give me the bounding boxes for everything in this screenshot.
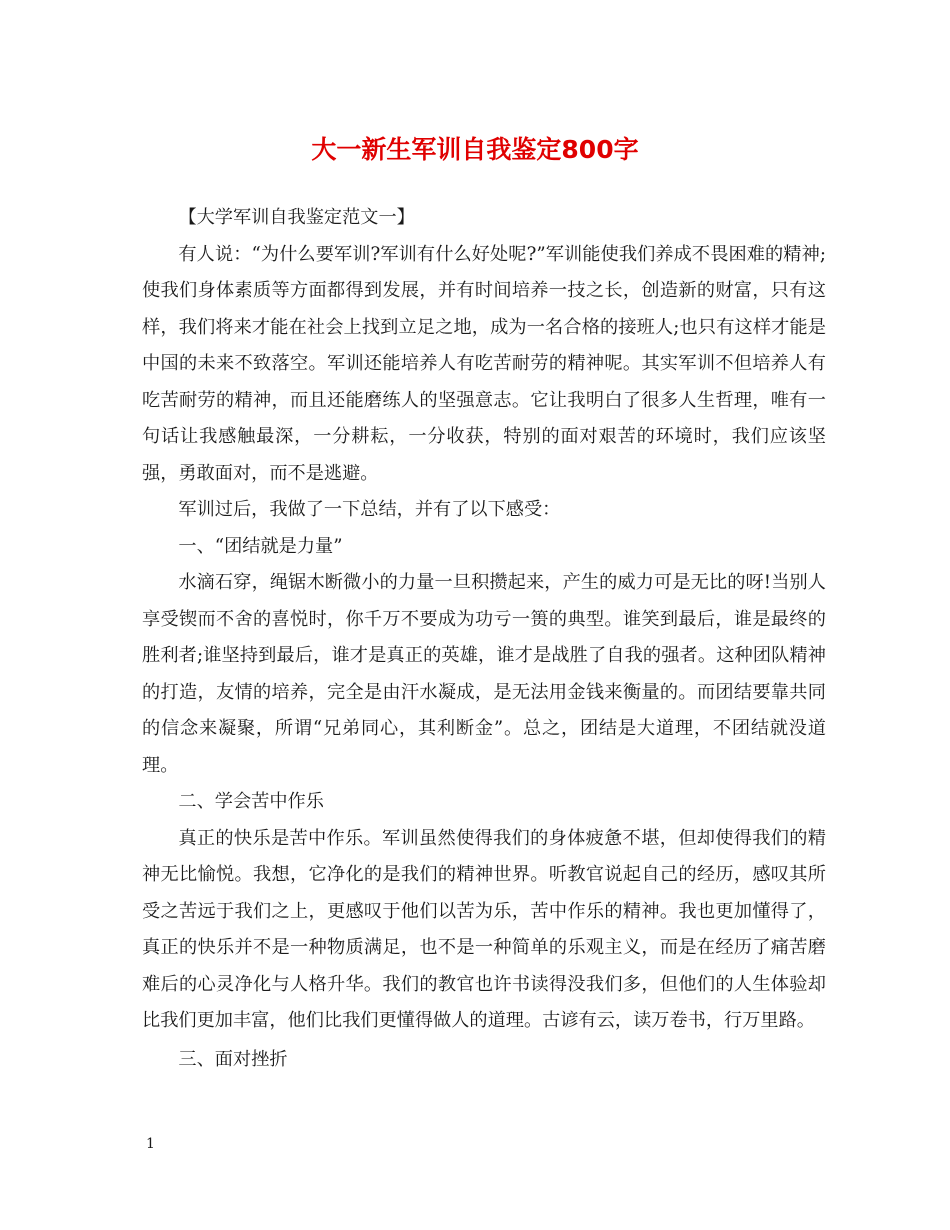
- body-paragraph: 水滴石穿，绳锯木断微小的力量一旦积攒起来，产生的威力可是无比的呀!当别人享受锲而不舍的喜悦时，你千万不要成为功亏一篑的典型。谁笑到最后，谁是最终的胜利者;谁坚持到最后，谁才是真正的英雄，谁才是战胜了自我的强者。这种团队精神的打造，友情的培养，完全是由汗水凝成，是无法用金钱来衡量的。而团结要靠共同的信念来凝聚，所谓“兄弟同心，其利断金”。总之，团结是大道理，不团结就没道理。: [142, 572, 826, 776]
- page-number: 1: [146, 1136, 155, 1152]
- section-heading: 一、“团结就是力量”: [178, 535, 343, 557]
- body-paragraph: 军训过后，我做了一下总结，并有了以下感受：: [178, 499, 561, 520]
- body-paragraph: 有人说：“为什么要军训?军训有什么好处呢?”军训能使我们养成不畏困难的精神;使我们身体素质等方面都得到发展，并有时间培养一技之长，创造新的财富，只有这样，我们将来才能在社会上找到立足之地，成为一名合格的接班人;也只有这样才能是中国的未来不致落空。军训还能培养人有吃苦耐劳的精神呢。其实军训不但培养人有吃苦耐劳的精神，而且还能磨练人的坚强意志。它让我明白了很多人生哲理，唯有一句话让我感触最深，一分耕耘，一分收获，特别的面对艰苦的环境时，我们应该坚强，勇敢面对，而不是逃避。: [142, 243, 826, 484]
- document-body: [142, 200, 826, 1078]
- body-paragraph: 真正的快乐是苦中作乐。军训虽然使得我们的身体疲惫不堪，但却使得我们的精神无比愉悦。我想，它净化的是我们的精神世界。听教官说起自己的经历，感叹其所受之苦远于我们之上，更感叹于他们以苦为乐，苦中作乐的精神。我也更加懂得了，真正的快乐并不是一种物质满足，也不是一种简单的乐观主义，而是在经历了痛苦磨难后的心灵净化与人格升华。我们的教官也许书读得没我们多，但他们的人生体验却比我们更加丰富，他们比我们更懂得做人的道理。古谚有云，读万卷书，行万里路。: [142, 827, 826, 1031]
- section-label: 【大学军训自我鉴定范文一】: [178, 207, 415, 228]
- section-heading: 三、面对挫折: [178, 1048, 288, 1070]
- page-title: 大一新生军训自我鉴定800字: [311, 135, 639, 164]
- section-heading: 二、学会苦中作乐: [178, 791, 324, 812]
